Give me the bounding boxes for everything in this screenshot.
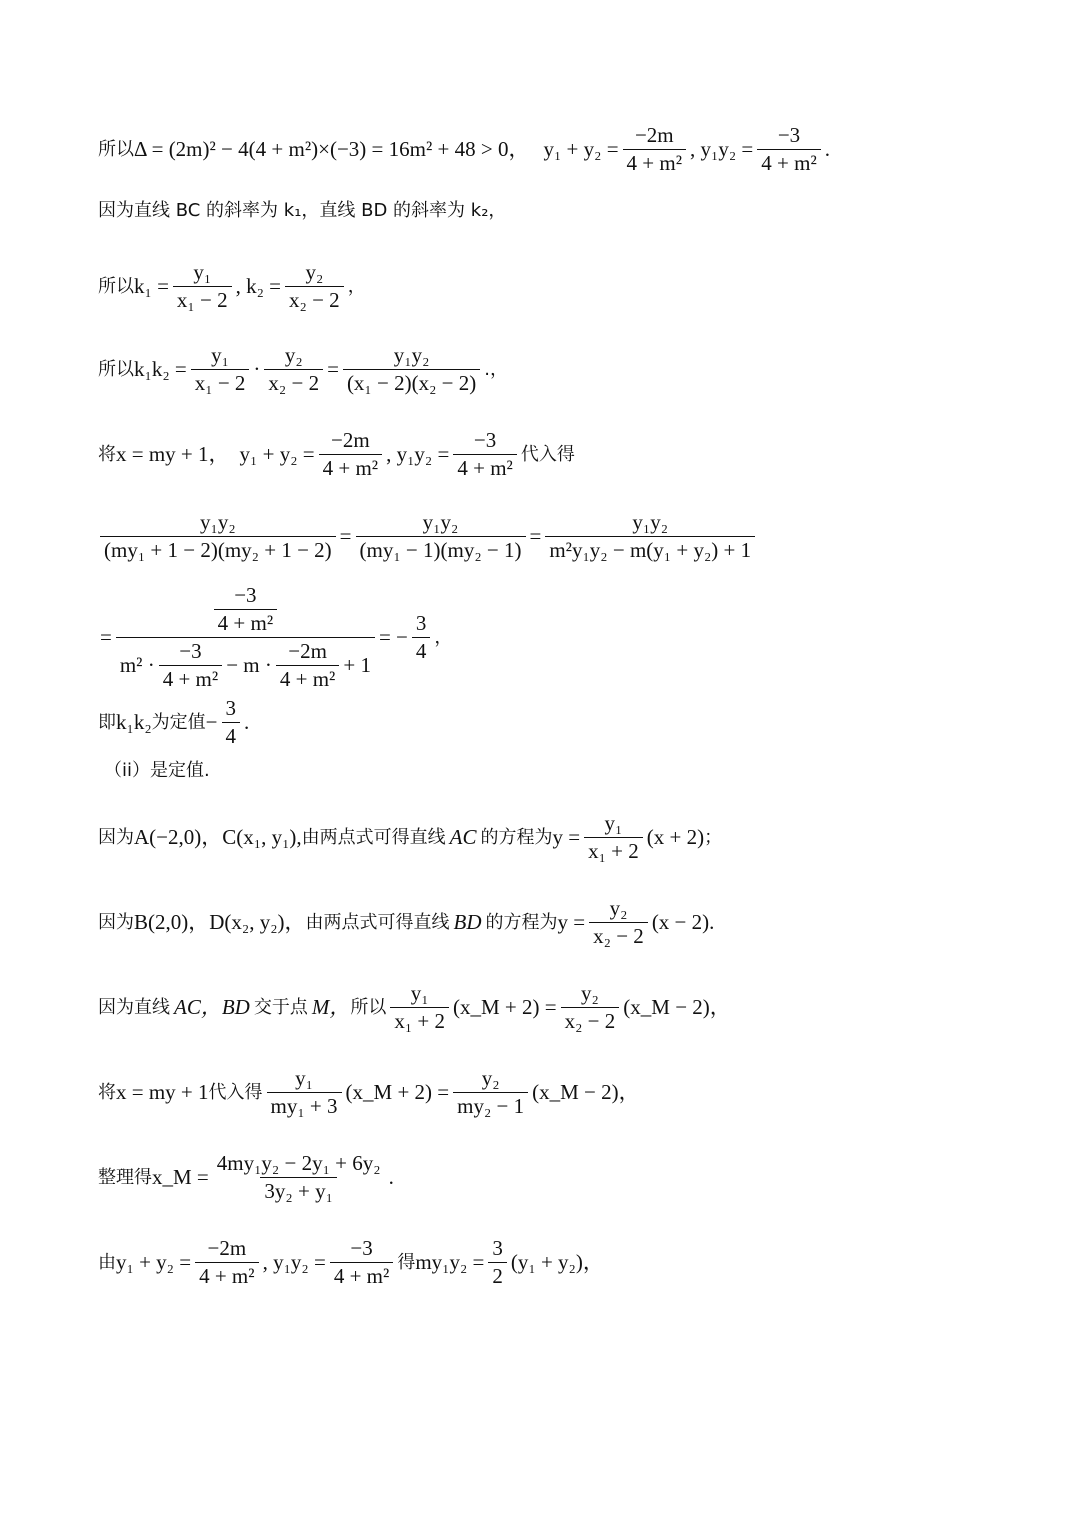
text: 由两点式可得直线 [301, 826, 446, 848]
text: 由 [98, 1251, 116, 1273]
denominator: x₁ − 2 [173, 286, 232, 311]
math-expr: (x_M − 2)， [532, 1080, 640, 1104]
numerator: y₂ [481, 1066, 500, 1090]
fraction [453, 1068, 528, 1117]
denominator: 2 [488, 1262, 507, 1287]
numerator: y₁ [211, 343, 229, 367]
fraction [545, 512, 755, 561]
numerator: 3 [492, 1236, 503, 1260]
math-expr: − [205, 710, 218, 734]
fraction [214, 585, 277, 634]
denominator: 4 + m² [757, 149, 820, 174]
line-part-ii [104, 762, 210, 780]
text: ， [347, 275, 366, 297]
line-substitute-x [98, 1068, 640, 1117]
fraction [488, 1238, 507, 1287]
math-expr: + 1 [343, 653, 371, 677]
math-expr: AC [449, 825, 477, 849]
math-expr: AC，BD [174, 995, 250, 1019]
math-expr: − m · [226, 653, 272, 677]
text: 将 [98, 443, 116, 465]
text: .， [484, 358, 508, 380]
denominator: 4 [222, 722, 241, 747]
fraction [195, 1238, 258, 1287]
text: 所以 [98, 358, 134, 380]
math-expr: (x_M + 2) = [453, 995, 557, 1019]
math-expr: x_M = [152, 1165, 209, 1189]
fraction [213, 1153, 385, 1202]
line-ac-equation [98, 813, 722, 862]
denominator: 4 + m² [195, 1262, 258, 1287]
denominator: x₂ − 2 [264, 369, 323, 394]
text: 的方程为 [480, 826, 553, 848]
denominator: 3y₂ + y₁ [260, 1177, 337, 1202]
math-expr: (x_M + 2) = [345, 1080, 450, 1104]
line-conclusion [98, 698, 249, 747]
fraction [173, 262, 232, 311]
text: 因为直线 BC 的斜率为 k₁，直线 BD 的斜率为 k₂， [98, 200, 507, 221]
numerator: 4my₁y₂ − 2y₁ + 6y₂ [216, 1151, 381, 1175]
math-expr: y = [557, 910, 586, 934]
math-expr: BD [453, 910, 482, 934]
math-expr: y₁ + y₂ = [116, 1250, 192, 1274]
denominator: 4 + m² [623, 149, 686, 174]
text: 交于点 [253, 996, 308, 1018]
numerator: y₂ [609, 896, 628, 920]
denominator: x₁ − 2 [191, 369, 250, 394]
math-expr: k₁k₂ = [134, 357, 187, 381]
math-expr: y₁ + y₂ = [543, 137, 619, 161]
numerator: 3 [415, 611, 427, 635]
math-expr: , y₁y₂ = [690, 137, 754, 161]
numerator: y₁ [604, 811, 623, 835]
text: 所以 [98, 138, 134, 160]
denominator: m²y₁y₂ − m(y₁ + y₂) + 1 [545, 536, 755, 561]
fraction [276, 641, 339, 690]
fraction [453, 430, 516, 479]
math-expr: x = my + 1， [116, 442, 230, 466]
fraction [623, 125, 686, 174]
denominator: my₁ + 3 [267, 1092, 342, 1117]
text: 因为 [98, 826, 134, 848]
text: 为定值 [151, 711, 206, 733]
line-relation [98, 1238, 604, 1287]
fraction [390, 983, 449, 1032]
fraction [100, 512, 336, 561]
line-slopes-def [98, 202, 506, 220]
fraction [330, 1238, 393, 1287]
line-slopes-formula [98, 262, 366, 311]
math-expr: (x + 2) [646, 825, 705, 849]
denominator: my₂ − 1 [453, 1092, 528, 1117]
text: ， [434, 626, 453, 648]
fraction [757, 125, 820, 174]
numerator: −2m [634, 123, 674, 147]
math-expr: . [388, 1165, 394, 1189]
denominator: x₂ − 2 [285, 286, 344, 311]
math-expr: · [253, 357, 261, 381]
math-expr: , k₂ = [235, 274, 282, 298]
text: 将 [98, 1081, 116, 1103]
math-expr: = − [378, 625, 408, 649]
math-expr: B(2,0)，D(x₂, y₂)， [134, 910, 306, 934]
math-expr: y = [552, 825, 581, 849]
denominator: 4 + m² [214, 609, 277, 634]
line-discriminant [98, 125, 830, 174]
math-expr: x = my + 1 [116, 1080, 209, 1104]
fraction [222, 698, 241, 747]
denominator: 4 [412, 637, 431, 662]
fraction [159, 641, 222, 690]
denominator: 4 + m² [330, 1262, 393, 1287]
fraction [561, 983, 620, 1032]
text: ； [704, 826, 723, 848]
denominator: x₁ + 2 [390, 1007, 449, 1032]
numerator: −3 [777, 123, 801, 147]
math-expr: m² · [119, 653, 155, 677]
math-expr: = [529, 524, 542, 548]
denominator: x₁ + 2 [584, 837, 643, 862]
numerator: −3 [350, 1236, 373, 1260]
fraction [264, 345, 323, 394]
compound-numerator [206, 585, 285, 637]
math-expr: M， [311, 995, 351, 1019]
text: 所以 [350, 996, 387, 1018]
text: 即 [98, 711, 116, 733]
line-substitution [98, 430, 575, 479]
fraction [191, 345, 250, 394]
math-expr: , y₁y₂ = [386, 442, 450, 466]
numerator: y₁ [295, 1066, 313, 1090]
math-expr: (x − 2). [651, 910, 715, 934]
numerator: y₁y₂ [422, 510, 459, 534]
numerator: −2m [331, 428, 370, 452]
numerator: y₂ [305, 260, 324, 284]
math-expr: Δ = (2m)² − 4(4 + m²)×(−3) = 16m² + 48 > 0， [134, 137, 530, 161]
math-expr: k₁k₂ [116, 710, 152, 734]
math-expr: = [100, 625, 112, 649]
text: 整理得 [98, 1166, 152, 1188]
math-expr: = [327, 357, 339, 381]
fraction [356, 512, 526, 561]
line-intersection [98, 983, 731, 1032]
math-expr: = [339, 524, 352, 548]
denominator: (x₁ − 2)(x₂ − 2) [343, 369, 480, 394]
line-xm-result [98, 1153, 394, 1202]
denominator: (my₁ + 1 − 2)(my₂ + 1 − 2) [100, 536, 336, 561]
line-bd-equation [98, 898, 714, 947]
fraction [343, 345, 480, 394]
compound-fraction [116, 585, 375, 690]
text: 代入得 [208, 1081, 263, 1103]
fraction [267, 1068, 342, 1117]
denominator: 4 + m² [159, 665, 222, 690]
text: 因为直线 [98, 996, 170, 1018]
numerator: y₁ [193, 260, 212, 284]
numerator: −2m [288, 639, 327, 663]
math-expr: my₁y₂ = [415, 1250, 485, 1274]
denominator: 4 + m² [276, 665, 339, 690]
math-expr: k₁ = [134, 274, 169, 298]
numerator: y₁y₂ [393, 343, 430, 367]
math-expr: . [824, 137, 831, 161]
denominator: x₂ − 2 [561, 1007, 620, 1032]
numerator: y₁y₂ [200, 510, 236, 534]
math-expr: A(−2,0)，C(x₁, y₁), [134, 825, 302, 849]
fraction [412, 613, 431, 662]
denominator: 4 + m² [319, 454, 382, 479]
line-expansion [100, 512, 759, 561]
fraction [285, 262, 344, 311]
fraction [319, 430, 382, 479]
numerator: y₁y₂ [632, 510, 669, 534]
math-expr: (y₁ + y₂)， [510, 1250, 604, 1274]
numerator: y₂ [284, 343, 303, 367]
numerator: −3 [473, 428, 497, 452]
text: 因为 [98, 911, 134, 933]
line-product-slopes [98, 345, 508, 394]
numerator: y₁ [410, 981, 429, 1005]
text: 所以 [98, 275, 134, 297]
math-expr: (x_M − 2)， [623, 995, 731, 1019]
denominator: x₂ − 2 [589, 922, 648, 947]
math-expr: . [244, 710, 250, 734]
text: 的方程为 [485, 911, 558, 933]
math-expr: y₁ + y₂ = [239, 442, 315, 466]
compound-denominator [116, 637, 375, 690]
denominator: 4 + m² [453, 454, 516, 479]
numerator: −3 [179, 639, 202, 663]
math-expr: , y₁y₂ = [262, 1250, 326, 1274]
denominator: (my₁ − 1)(my₂ − 1) [356, 536, 526, 561]
text: 得 [397, 1251, 416, 1273]
numerator: 3 [225, 696, 236, 720]
numerator: −3 [234, 583, 257, 607]
numerator: −2m [207, 1236, 247, 1260]
fraction [584, 813, 643, 862]
text: 由两点式可得直线 [305, 911, 450, 933]
fraction [589, 898, 648, 947]
numerator: y₂ [581, 981, 599, 1005]
text: （ii）是定值. [104, 760, 210, 781]
text: 代入得 [520, 443, 575, 465]
line-compound-fraction [100, 585, 452, 690]
